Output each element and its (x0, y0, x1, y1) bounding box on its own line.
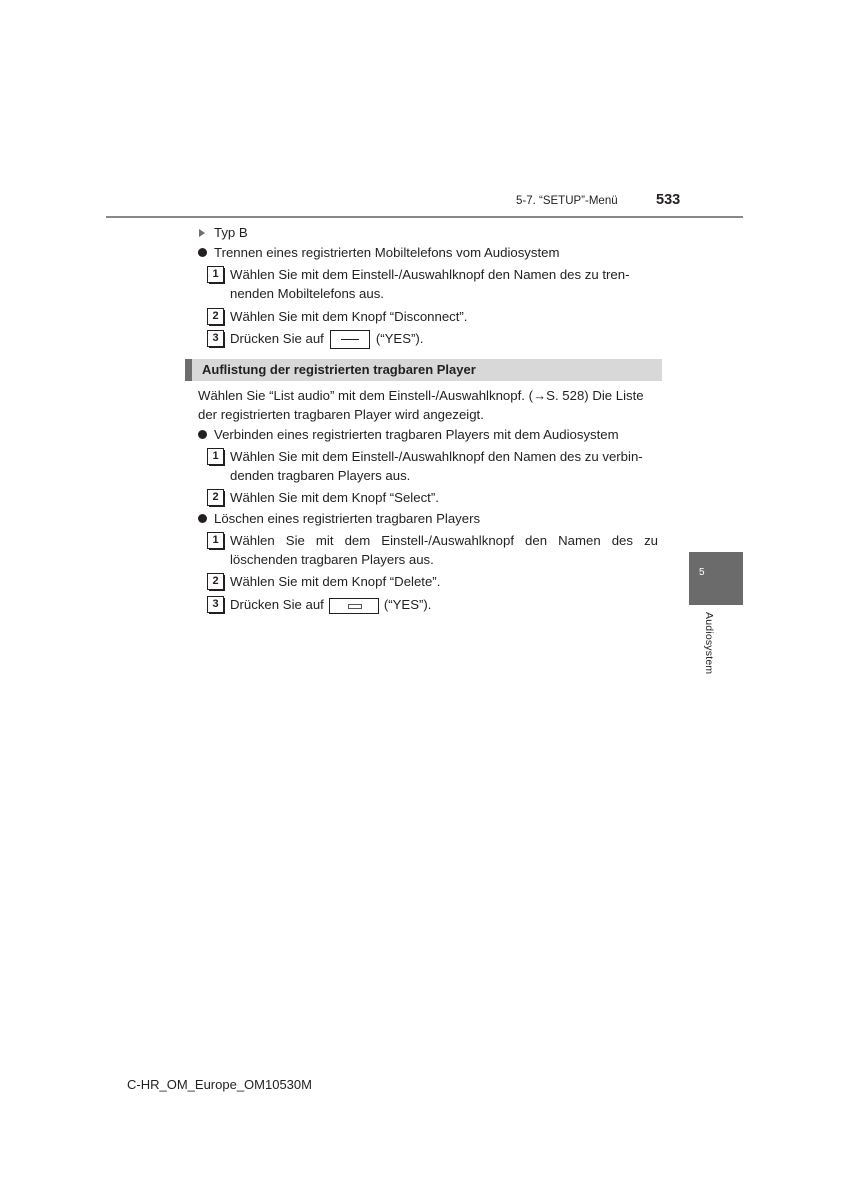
bullet-text: Verbinden eines registrierten tragbaren Players mit dem Audiosystem (214, 427, 619, 442)
arrow-icon: → (532, 388, 547, 403)
intro-text: S. 528) Die Liste (546, 388, 644, 403)
step-text-line: denden tragbaren Players aus. (230, 468, 411, 483)
step-text-line: Wählen Sie mit dem Knopf “Delete”. (230, 574, 441, 589)
bullet-text: Löschen eines registrierten tragbaren Players (214, 511, 481, 526)
yes-key-icon (329, 598, 379, 614)
step-prefix: Drücken Sie auf (230, 597, 324, 612)
yes-key-icon (330, 330, 370, 349)
step-suffix: (“YES”). (383, 597, 432, 612)
step-text-line: Wählen Sie mit dem Knopf “Disconnect”. (230, 309, 468, 324)
step-number-2: 2 (207, 573, 224, 590)
step-number-2: 2 (207, 489, 224, 506)
bullet-icon (198, 248, 207, 257)
step-number-2: 2 (207, 308, 224, 325)
step-number-1: 1 (207, 266, 224, 283)
footer-code: C-HR_OM_Europe_OM10530M (127, 1077, 312, 1092)
step-text-line: Wählen Sie mit dem Einstell-/Auswahlknopf den Namen des zu tren- (230, 267, 630, 282)
step-text-line: Wählen Sie mit dem Einstell-/Auswahlknopf den Namen des zu verbin- (230, 449, 643, 464)
step-suffix: (“YES”). (375, 331, 424, 346)
section-label: 5-7. “SETUP”-Menü (516, 195, 618, 207)
step-number-1: 1 (207, 448, 224, 465)
triangle-marker-icon (199, 229, 205, 237)
step-number-3: 3 (207, 330, 224, 347)
typ-b-label: Typ B (214, 225, 248, 240)
step-text-line: löschenden tragbaren Players aus. (230, 552, 434, 567)
step-prefix: Drücken Sie auf (230, 331, 324, 346)
intro-line (198, 386, 644, 405)
step-text-line (230, 595, 431, 614)
bullet-icon (198, 430, 207, 439)
intro-text: Wählen Sie “List audio” mit dem Einstell-/Auswahlknopf. ( (198, 388, 533, 403)
step-text-line: nenden Mobiltelefons aus. (230, 286, 384, 301)
chapter-tab (689, 552, 743, 605)
step-text-line (230, 329, 423, 349)
section-heading-bar (185, 359, 662, 381)
step-number-1: 1 (207, 532, 224, 549)
header-rule (106, 216, 743, 218)
section-heading: Auflistung der registrierten tragbaren Player (202, 362, 476, 377)
bullet-icon (198, 514, 207, 523)
justified-line: Wählen Sie mit dem Einstell-/Auswahlknopf den Namen des zu (230, 533, 658, 548)
page-number: 533 (656, 192, 681, 208)
bullet-text: Trennen eines registrierten Mobiltelefons vom Audiosystem (214, 245, 560, 260)
step-text-line (230, 531, 658, 550)
chapter-label: Audiosystem (703, 612, 715, 675)
step-text-line: Wählen Sie mit dem Knopf “Select”. (230, 490, 439, 505)
step-number-3: 3 (207, 596, 224, 613)
chapter-number: 5 (699, 567, 705, 578)
intro-line: der registrierten tragbaren Player wird angezeigt. (198, 407, 484, 422)
